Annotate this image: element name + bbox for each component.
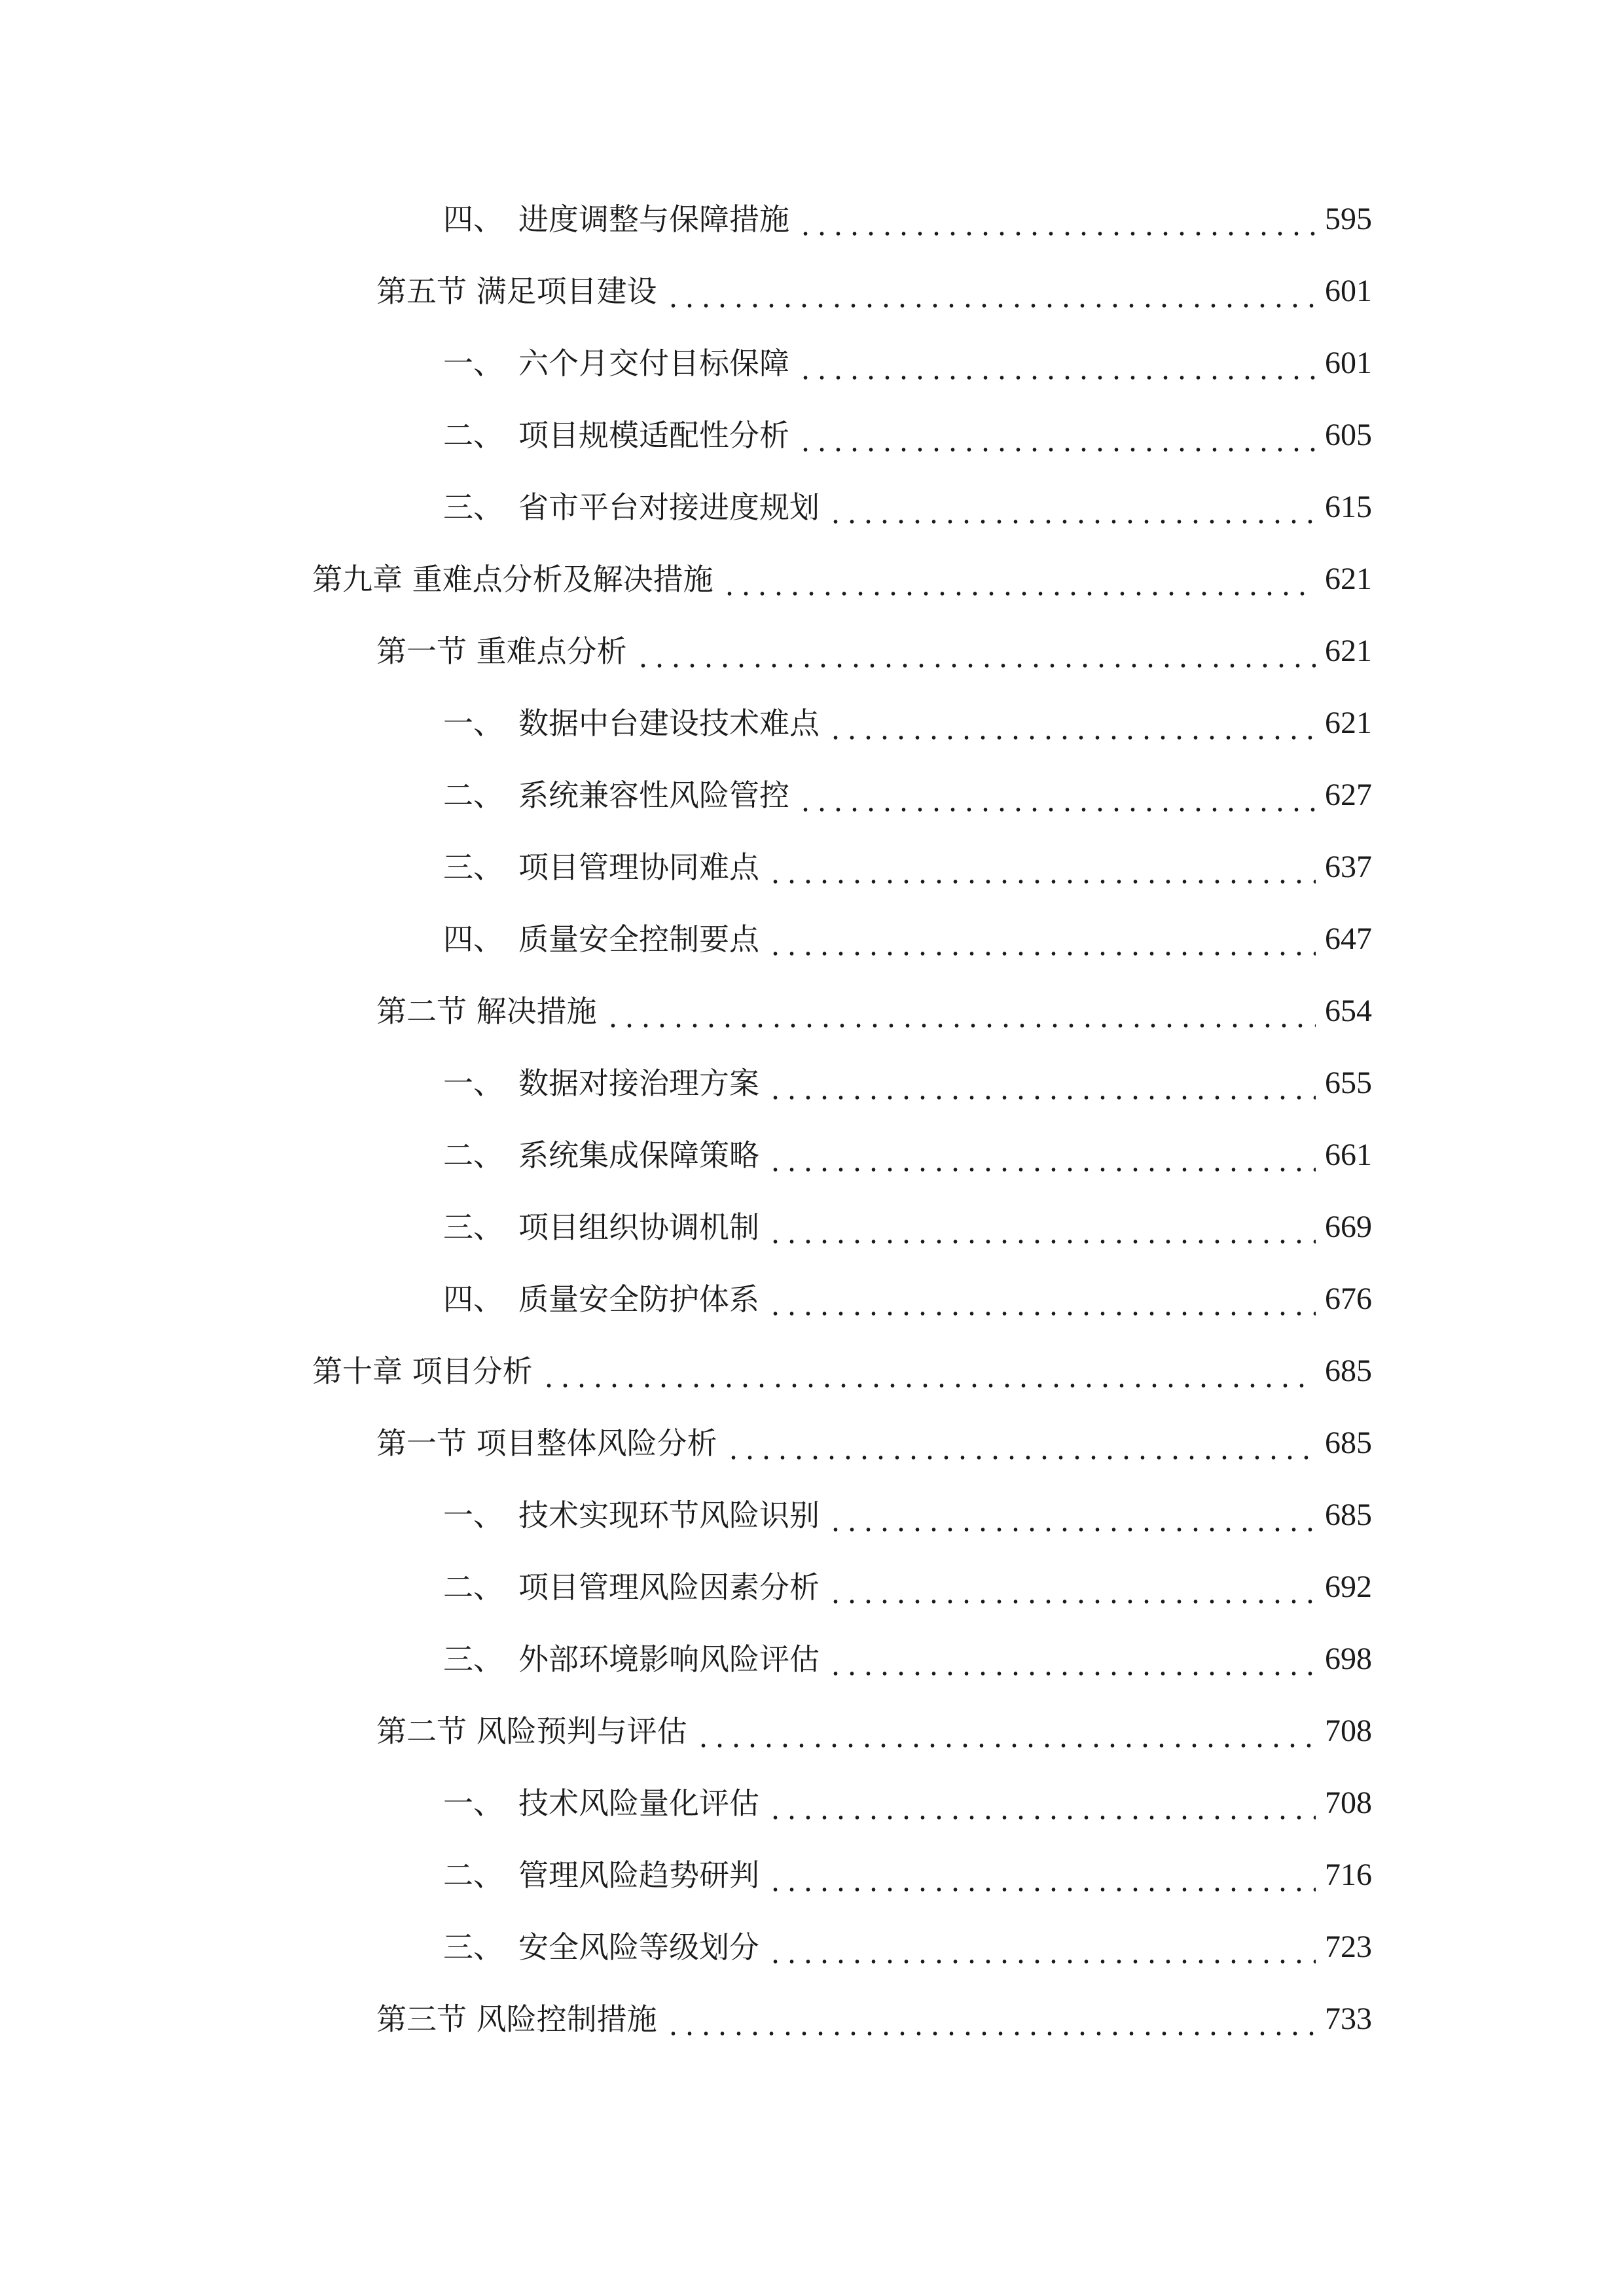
toc-page-number: 733 — [1325, 2001, 1372, 2036]
toc-dot-leader — [827, 697, 1316, 749]
toc-dot-leader — [827, 481, 1316, 533]
toc-entry[interactable] — [443, 1201, 1372, 1253]
toc-page-number: 661 — [1325, 1138, 1372, 1172]
toc-page-number: 621 — [1325, 562, 1372, 596]
toc-dot-leader — [797, 193, 1316, 245]
toc-entry-label: 三、 外部环境影响风险评估 — [443, 1641, 820, 1677]
toc-page-number: 647 — [1325, 922, 1372, 956]
toc-entry-label: 第十章 项目分析 — [312, 1354, 533, 1389]
toc-dot-leader — [767, 1129, 1316, 1181]
toc-entry-label: 第三节 风险控制措施 — [376, 2001, 657, 2037]
toc-entry[interactable] — [376, 1705, 1372, 1757]
toc-entry[interactable] — [443, 409, 1372, 461]
toc-entry[interactable] — [376, 1993, 1372, 2045]
toc-entry[interactable] — [443, 913, 1372, 965]
toc-entry-label: 二、 系统集成保障策略 — [443, 1138, 759, 1173]
toc-dot-leader — [767, 1777, 1316, 1829]
toc-dot-leader — [797, 409, 1316, 461]
toc-entry-label: 四、 质量安全防护体系 — [443, 1282, 759, 1317]
toc-entry-label: 第一节 重难点分析 — [376, 634, 627, 669]
toc-page-number: 676 — [1325, 1282, 1372, 1316]
toc-entry-label: 二、 管理风险趋势研判 — [443, 1857, 759, 1893]
toc-entry[interactable] — [443, 1273, 1372, 1325]
toc-entry-label: 第九章 重难点分析及解决措施 — [312, 562, 713, 597]
toc-entry-label: 三、 项目管理协同难点 — [443, 850, 759, 885]
toc-dot-leader — [665, 265, 1316, 317]
toc-page-number: 601 — [1325, 274, 1372, 308]
toc-dot-leader — [827, 1561, 1316, 1613]
toc-page-number: 605 — [1325, 418, 1372, 452]
toc-entry[interactable] — [443, 1561, 1372, 1613]
toc-page-number: 654 — [1325, 994, 1372, 1028]
toc-entry[interactable] — [443, 1489, 1372, 1541]
toc-entry[interactable] — [443, 1057, 1372, 1109]
toc-entry-label: 三、 安全风险等级划分 — [443, 1929, 759, 1965]
toc-dot-leader — [767, 1201, 1316, 1253]
toc-page-number: 692 — [1325, 1570, 1372, 1604]
toc-page-number: 601 — [1325, 346, 1372, 380]
toc-entry-label: 三、 省市平台对接进度规划 — [443, 490, 820, 525]
toc-entry-label: 一、 数据对接治理方案 — [443, 1066, 759, 1101]
toc-page-number: 723 — [1325, 1929, 1372, 1964]
toc-dot-leader — [767, 1921, 1316, 1973]
toc-entry[interactable] — [443, 1849, 1372, 1901]
toc-entry[interactable] — [443, 697, 1372, 749]
toc-dot-leader — [827, 1633, 1316, 1685]
toc-entry[interactable] — [443, 193, 1372, 245]
toc-page-number: 637 — [1325, 850, 1372, 884]
toc-entry[interactable] — [443, 841, 1372, 893]
toc-entry[interactable] — [443, 337, 1372, 389]
toc-entry[interactable] — [443, 769, 1372, 821]
toc-dot-leader — [605, 985, 1316, 1037]
toc-dot-leader — [767, 1057, 1316, 1109]
toc-page-number: 698 — [1325, 1641, 1372, 1676]
toc-entry-label: 三、 项目组织协调机制 — [443, 1210, 759, 1245]
toc-entry-label: 一、 六个月交付目标保障 — [443, 346, 789, 381]
toc-page-number: 685 — [1325, 1426, 1372, 1460]
toc-entry[interactable] — [376, 1417, 1372, 1469]
toc-entry[interactable] — [443, 1921, 1372, 1973]
toc-dot-leader — [827, 1489, 1316, 1541]
toc-page-number: 708 — [1325, 1785, 1372, 1820]
toc-entry-label: 二、 项目管理风险因素分析 — [443, 1570, 820, 1605]
toc-entry[interactable] — [443, 1129, 1372, 1181]
toc-entry-label: 第五节 满足项目建设 — [376, 274, 657, 309]
toc-entry[interactable] — [443, 1633, 1372, 1685]
toc-entry-label: 一、 技术风险量化评估 — [443, 1785, 759, 1821]
toc-page-number: 708 — [1325, 1713, 1372, 1748]
toc-chapter-entry[interactable] — [312, 553, 1372, 605]
toc-entry-label: 四、 质量安全控制要点 — [443, 922, 759, 957]
toc-entry[interactable] — [443, 481, 1372, 533]
toc-dot-leader — [695, 1705, 1316, 1757]
toc-dot-leader — [725, 1417, 1316, 1469]
toc-dot-leader — [797, 337, 1316, 389]
toc-dot-leader — [767, 913, 1316, 965]
toc-entry[interactable] — [376, 985, 1372, 1037]
toc-entry[interactable] — [376, 265, 1372, 317]
toc-dot-leader — [635, 625, 1316, 677]
toc-entry-label: 四、 进度调整与保障措施 — [443, 202, 789, 237]
toc-entry[interactable] — [376, 625, 1372, 677]
toc-dot-leader — [767, 1849, 1316, 1901]
toc-entry-label: 一、 技术实现环节风险识别 — [443, 1498, 820, 1533]
toc-page-number: 621 — [1325, 634, 1372, 668]
toc-page-number: 615 — [1325, 490, 1372, 524]
toc-page-number: 685 — [1325, 1498, 1372, 1532]
toc-chapter-entry[interactable] — [312, 1345, 1372, 1397]
toc-entry-label: 一、 数据中台建设技术难点 — [443, 706, 820, 741]
toc-dot-leader — [797, 769, 1316, 821]
toc-entry-label: 二、 项目规模适配性分析 — [443, 418, 789, 453]
toc-page-number: 669 — [1325, 1210, 1372, 1244]
toc-page-number: 621 — [1325, 706, 1372, 740]
toc-page-number: 716 — [1325, 1857, 1372, 1892]
toc-page-number: 685 — [1325, 1354, 1372, 1388]
toc-entry-label: 第二节 解决措施 — [376, 994, 597, 1029]
toc-entry-label: 第一节 项目整体风险分析 — [376, 1426, 717, 1461]
toc-dot-leader — [767, 841, 1316, 893]
toc-entry-label: 二、 系统兼容性风险管控 — [443, 778, 789, 813]
toc-dot-leader — [541, 1345, 1316, 1397]
toc-dot-leader — [721, 553, 1316, 605]
toc-entry[interactable] — [443, 1777, 1372, 1829]
toc-page-number: 595 — [1325, 202, 1372, 236]
toc-dot-leader — [767, 1273, 1316, 1325]
toc-page-number: 655 — [1325, 1066, 1372, 1100]
toc-page-number: 627 — [1325, 778, 1372, 812]
toc-dot-leader — [665, 1993, 1316, 2045]
toc-entry-label: 第二节 风险预判与评估 — [376, 1713, 687, 1749]
